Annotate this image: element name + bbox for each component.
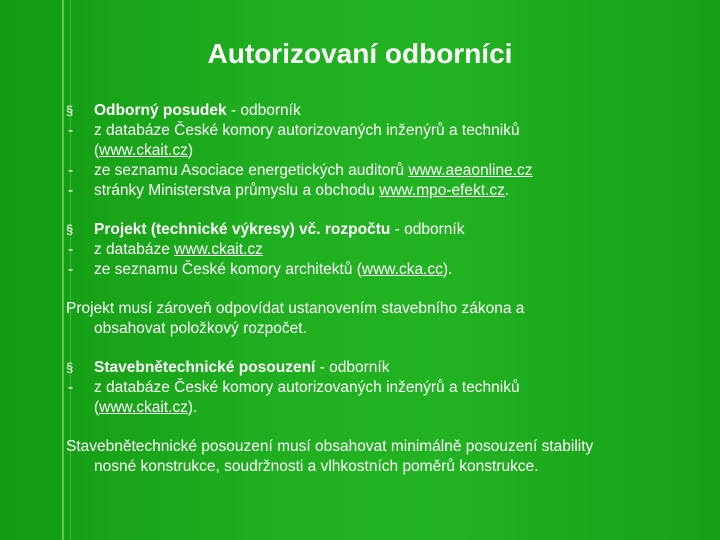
heading-rest: - odborník (390, 221, 465, 238)
heading-rest: - odborník (226, 102, 301, 119)
list-item (66, 240, 706, 260)
item-text: ) (187, 142, 194, 159)
heading-rest: - odborník (315, 359, 390, 376)
item-text: ( (94, 142, 100, 159)
slide-title: Autorizovaní odborníci (207, 38, 513, 69)
section-projekt (66, 220, 706, 280)
dash-marker: - (68, 122, 74, 139)
paragraph-line: Projekt musí zároveň odpovídat ustanovením stavebního zákona a (66, 300, 525, 317)
decorative-vertical-line (62, 0, 64, 540)
heading-bold: Projekt (technické výkresy) vč. rozpočtu (94, 221, 391, 238)
link-cka[interactable]: www.cka.cc (361, 261, 443, 278)
item-text: ze seznamu České komory architektů ( (94, 261, 362, 278)
heading-bold: Odborný posudek (94, 102, 227, 119)
dash-marker: - (68, 162, 74, 179)
paragraph-line: obsahovat položkový rozpočet. (94, 320, 307, 337)
section-heading (66, 220, 706, 240)
list-item (66, 121, 706, 161)
bullet-marker: § (66, 222, 74, 237)
bullet-marker: § (66, 360, 74, 375)
paragraph-line: nosné konstrukce, soudržnosti a vlhkostních poměrů konstrukce. (94, 458, 539, 475)
list-item (66, 161, 706, 181)
heading-bold: Stavebnětechnické posouzení (94, 359, 316, 376)
section-stavebnetechnicke (66, 358, 706, 418)
item-text: . (504, 182, 510, 199)
item-text: ( (94, 399, 100, 416)
link-ckait[interactable]: www.ckait.cz (99, 399, 188, 416)
item-text: stránky Ministerstva průmyslu a obchodu (94, 182, 380, 199)
link-ckait[interactable]: www.ckait.cz (174, 241, 263, 258)
paragraph-projekt-note (66, 299, 706, 339)
dash-marker: - (68, 379, 74, 396)
paragraph-line: Stavebnětechnické posouzení musí obsahovat minimálně posouzení stability (66, 438, 594, 455)
dash-marker: - (68, 241, 74, 258)
list-item (66, 181, 706, 201)
item-text: z databáze České komory autorizovaných inženýrů a techniků (94, 379, 520, 396)
list-item (66, 378, 706, 418)
item-text: ze seznamu Asociace energetických auditorů (94, 162, 409, 179)
section-heading (66, 101, 706, 121)
item-text: ). (442, 261, 453, 278)
slide-content (66, 101, 706, 496)
dash-marker: - (68, 261, 74, 278)
bullet-marker: § (66, 103, 74, 118)
list-item (66, 260, 706, 280)
link-aeaonline[interactable]: www.aeaonline.cz (408, 162, 533, 179)
item-text: z databáze (94, 241, 175, 258)
section-odborny-posudek (66, 101, 706, 201)
paragraph-posouzeni-note (66, 437, 706, 477)
item-text: ). (187, 399, 198, 416)
dash-marker: - (68, 182, 74, 199)
link-ckait[interactable]: www.ckait.cz (99, 142, 188, 159)
link-mpo-efekt[interactable]: www.mpo-efekt.cz (379, 182, 505, 199)
item-text: z databáze České komory autorizovaných inženýrů a techniků (94, 122, 520, 139)
section-heading (66, 358, 706, 378)
